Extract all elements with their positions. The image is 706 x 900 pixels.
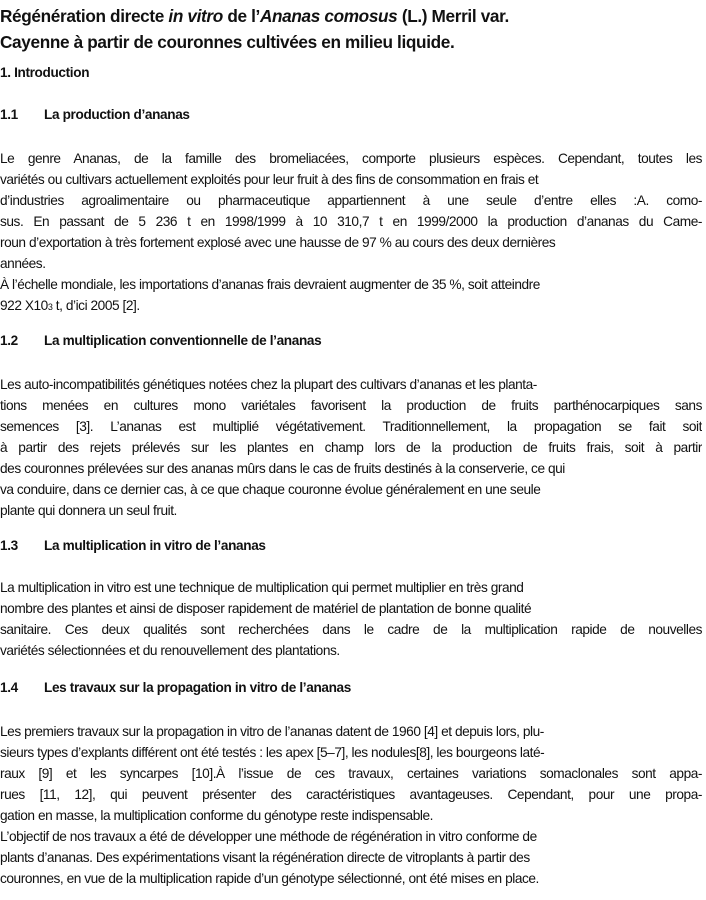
text-line: À l’échelle mondiale, les importations d’ananas frais devraient augmenter de 35 %, soit atteindre [0, 277, 540, 292]
text-line: sanitaire. Ces deux qualités sont recherchées dans le cadre de la multiplication rapide de nouvelles [0, 622, 702, 637]
text-line: Les premiers travaux sur la propagation in vitro de l’ananas datent de 1960 [4] et depuis lors, plu- [0, 724, 544, 739]
paragraph-1-4 [0, 721, 702, 889]
article-title [0, 3, 706, 55]
subsection-heading-1-2 [0, 333, 321, 348]
text-line: L’objectif de nos travaux a été de développer une méthode de régénération in vitro conforme de [0, 829, 537, 844]
text-line: rues [11, 12], qui peuvent présenter des caractéristiques avantageuses. Cependant, pour une propa- [0, 787, 702, 802]
text-line: variétés sélectionnées et du renouvellement des plantations. [0, 643, 340, 658]
subsection-title: Les travaux sur la propagation in vitro de l’ananas [44, 680, 351, 695]
title-italic-species: Ananas comosus [259, 6, 398, 26]
title-text: de l’ [222, 6, 260, 26]
subsection-title: La multiplication in vitro de l’ananas [44, 538, 266, 553]
text-line: couronnes, en vue de la multiplication rapide d’un génotype sélectionné, ont été mises en place. [0, 871, 539, 886]
text-line: Le genre Ananas, de la famille des bromeliacées, comporte plusieurs espèces. Cependant, toutes les [0, 151, 702, 166]
title-line-2: Cayenne à partir de couronnes cultivées en milieu liquide. [0, 32, 455, 52]
exponent: 3 [47, 302, 53, 312]
text-line: Les auto-incompatibilités génétiques notées chez la plupart des cultivars d’ananas et les planta- [0, 377, 537, 392]
text-line: d’industries agroalimentaire ou pharmaceutique appartiennent à une seule d’entre elles :A. como- [0, 193, 702, 208]
subsection-heading-1-1 [0, 107, 190, 122]
text-line: années. [0, 256, 46, 271]
text-fragment: 922 X10 [0, 298, 48, 313]
paragraph-1-2 [0, 374, 702, 521]
text-line: sieurs types d’explants différent ont été testés : les apex [5–7], les nodules[8], les bourgeons laté- [0, 745, 545, 760]
subsection-heading-1-3 [0, 538, 266, 553]
text-line [0, 295, 702, 316]
title-text: Régénération directe [0, 6, 169, 26]
title-text: (L.) Merril var. [397, 6, 509, 26]
subsection-number: 1.4 [0, 680, 18, 695]
title-line-1 [0, 3, 706, 29]
text-fragment: t, d’ici 2005 [2]. [52, 298, 140, 313]
subsection-number: 1.3 [0, 538, 18, 553]
paragraph-1-1 [0, 148, 702, 316]
subsection-title: La production d’ananas [44, 107, 190, 122]
subsection-heading-1-4 [0, 680, 351, 695]
paragraph-1-3 [0, 577, 702, 661]
text-line: variétés ou cultivars actuellement exploités pour leur fruit à des fins de consommation en frais et [0, 172, 539, 187]
section-heading-introduction: 1. Introduction [0, 65, 90, 80]
text-line: tions menées en cultures mono variétales favorisent la production de fruits parthénocarpiques sans [0, 398, 702, 413]
text-line: va conduire, dans ce dernier cas, à ce que chaque couronne évolue généralement en une seule [0, 482, 541, 497]
text-line: La multiplication in vitro est une technique de multiplication qui permet multiplier en très grand [0, 580, 524, 595]
text-line: à partir des rejets prélevés sur les plantes en champ lors de la production de fruits frais, soit à partir [0, 440, 702, 455]
subsection-number: 1.2 [0, 333, 18, 348]
subsection-title: La multiplication conventionnelle de l’ananas [44, 333, 322, 348]
text-line: semences [3]. L’ananas est multiplié végétativement. Traditionnellement, la propagation se fait soit [0, 419, 702, 434]
text-line: plants d’ananas. Des expérimentations visant la régénération directe de vitroplants à partir des [0, 850, 530, 865]
text-line: gation en masse, la multiplication conforme du génotype reste indispensable. [0, 808, 433, 823]
text-line: raux [9] et les syncarpes [10].À l’issue de ces travaux, certaines variations somaclonales sont appa- [0, 766, 702, 781]
text-line: roun d’exportation à très fortement explosé avec une hausse de 97 % au cours des deux dernières [0, 235, 556, 250]
text-line: des couronnes prélevées sur des ananas mûrs dans le cas de fruits destinés à la conserverie, ce qui [0, 461, 565, 476]
title-italic-in-vitro: in vitro [168, 6, 223, 26]
text-line: sus. En passant de 5 236 t en 1998/1999 à 10 310,7 t en 1999/2000 la production d’ananas du Came- [0, 214, 702, 229]
subsection-number: 1.1 [0, 107, 18, 122]
text-line: nombre des plantes et ainsi de disposer rapidement de matériel de plantation de bonne qualité [0, 601, 532, 616]
text-line: plante qui donnera un seul fruit. [0, 503, 177, 518]
